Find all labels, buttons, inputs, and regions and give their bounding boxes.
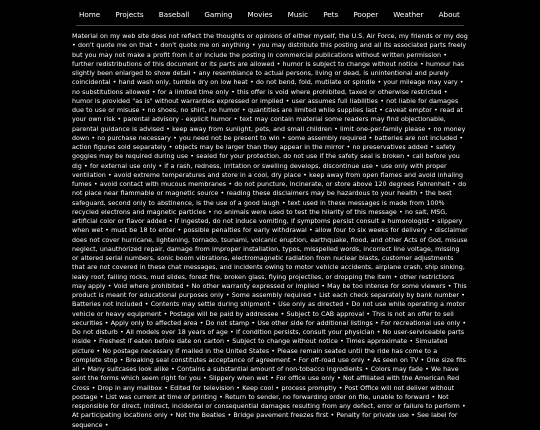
nav-home-link[interactable]: Home: [79, 10, 101, 19]
nav-gaming-link[interactable]: Gaming: [204, 10, 233, 19]
nav-movies-link[interactable]: Movies: [247, 10, 273, 19]
main-content: [72, 32, 468, 429]
nav-divider: [76, 25, 464, 26]
nav-baseball-link[interactable]: Baseball: [158, 10, 190, 19]
nav-about-link[interactable]: About: [438, 10, 460, 19]
nav-pooper-link[interactable]: Pooper: [353, 10, 379, 19]
top-nav: [77, 5, 462, 25]
nav-music-link[interactable]: Music: [287, 10, 309, 19]
nav-pets-link[interactable]: Pets: [323, 10, 339, 19]
nav-weather-link[interactable]: Weather: [393, 10, 424, 19]
disclaimer-text: Material on my web site does not reflect the thoughts or opinions of either myself, the U.S. Air Force, my friends or my dog • don't quote me on that • don't quote me on anything • you may distribute this posting and all its associated parts freely but you may not make a profit from it or include the posting in commercial publications without written permission • further redistributions of this document or its parts are allowed • humor is subject to change without notice • humour has slightly been enlarged to show detail • any resemblance to actual persons, living or dead, is unintentional and purely coincidental • hand wash only, tumble dry on low heat • do not bend, fold, mutilate or spindle • your mileage may vary • no substitutions allowed • for a limited time only • this offer is void where prohibited, taxed or otherwise restricted • humor is provided "as is" without warranties expressed or implied • user assumes full liabilities • not liable for damages due to use or misuse • no shoes, no shirt, no humor • quantities are limited while supplies last • caveat emptor • read at your own risk • parental advisory - explicit humor • text may contain material some readers may find objectionable, parental guidance is advised • keep away from sunlight, pets, and small children • limit one-per-family please • no money down • no purchase necessary • you need not be present to win • some assembly required • batteries are not included • action figures sold separately • objects may be larger than they appear in the mirror • no preservatives added • safety goggles may be required during use • sealed for your protection, do not use if the safety seal is broken • call before you dig • for external use only • if a rash, redness, irritation or swelling develops, discontinue use • use only with proper ventilation • avoid extreme temperatures and store in a cool, dry place • keep away from open flames and avoid inhaling fumes • avoid contact with mucous membranes • do not puncture, incinerate, or store above 120 degrees Fahrenheit • do not place near flammable or magnetic source • reading these disclaimers may be hazardous to your health • the best safeguard, second only to abstinence, is the use of a good laugh • text used in these messages is made from 100% recycled electrons and magnetic particles • no animals were used to test the hilarity of this message • no salt, MSG, artificial color or flavor added • if ingested, do not induce vomiting, if symptoms persist consult a humorologist • slippery when wet • must be 18 to enter • possible penalties for early withdrawal • allow four to six weeks for delivery • disclaimer does not cover hurricane, lightening, tornado, tsunami, volcanic eruption, earthquake, flood, and other Acts of God, misuse neglect, unauthorized repair, damage from improper installation, typos, misspelled words, incorrect line voltage, missing or altered serial numbers, sonic boom vibrations, electromagnetic radiation from nuclear blasts, customer adjustments that are not covered in these chat messages, and incidents owing to motor vehicle accidents, airplane crash, ship sinking, leaky roof, falling rocks, mud slides, forest fire, broken glass, flying projectiles, or dropping the item • other restrictions may apply • Void where prohibited • No other warranty expressed or implied • May be too intense for some viewers • This product is meant for educational purposes only • Some assembly required • List each check separately by bank number • Batteries not included • Contents may settle during shipment • Use only as directed • Do not use while operating a motor vehicle or heavy equipment • Postage will be paid by addressee • Subject to CAB approval • This is not an offer to sell securities • Apply only to affected area • Do not stamp • Use other side for additional listings • For recreational use only • Do not disturb • All models over 18 years of age • If condition persists, consult your physician • No user-serviceable parts inside • Freshest if eaten before date on carton • Subject to change without notice • Times approximate • Simulated picture • No postage necessary if mailed in the United States • Please remain seated until the ride has come to a complete stop • Breaking seal constitutes acceptance of agreement • For off-road use only • As seen on TV • One size fits all • Many suitcases look alike • Contains a substantial amount of non-tobacco ingredients • Colors may fade • We have sent the forms which seem right for you • Slippery when wet • For office use only • Not affiliated with the American Red Cross • Drop in any mailbox • Edited for television • Keep cool • process promptly • Post Office will not deliver without postage • List was current at time of printing • Return to sender, no forwarding order on file, unable to forward • Not responsible for direct, indirect, incidental or consequential damages resulting from any defect, error or failure to perform • At participating locations only • Not the Beatles • Bridge pavement freezes first • Penalty for private use • See label for sequence •: [72, 33, 468, 429]
nav-projects-link[interactable]: Projects: [115, 10, 144, 19]
